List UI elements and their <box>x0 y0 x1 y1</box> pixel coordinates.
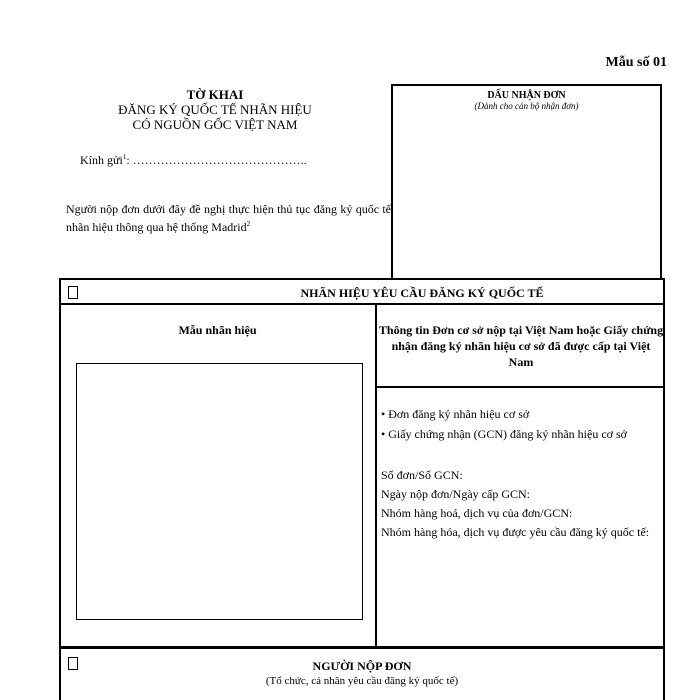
section-trademark-title: NHÃN HIỆU YÊU CẦU ĐĂNG KÝ QUỐC TẾ <box>300 286 544 300</box>
info-divider <box>375 386 665 388</box>
trademark-sample-title: Mẫu nhãn hiệu <box>178 323 257 337</box>
section-applicant-title: NGƯỜI NỘP ĐƠN <box>312 659 412 673</box>
base-application-fields <box>381 466 659 542</box>
field-goods-classes[interactable]: Nhóm hàng hoá, dịch vụ của đơn/GCN: <box>381 506 573 520</box>
intro-paragraph <box>66 202 391 235</box>
title-line-3: CÓ NGUỒN GỐC VIỆT NAM <box>132 117 298 132</box>
trademark-sample-box[interactable] <box>76 363 363 620</box>
base-application-title: Thông tin Đơn cơ sở nộp tại Việt Nam hoặc Giấy chứng nhận đăng ký nhãn hiệu cơ sở đã được cấp tại Việt Nam <box>378 323 664 369</box>
intro-text: Người nộp đơn dưới đây đề nghị thực hiện thủ tục đăng ký quốc tế nhãn hiệu thông qua hệ thống Madrid <box>66 202 391 234</box>
title-line-2: ĐĂNG KÝ QUỐC TẾ NHÃN HIỆU <box>118 102 312 117</box>
form-title <box>60 87 370 132</box>
receipt-stamp-box <box>391 84 662 279</box>
addressee-line <box>80 153 307 168</box>
form-number: Mẫu số 01 <box>605 55 667 70</box>
column-divider <box>375 303 377 648</box>
addressee-label: Kính gửi <box>80 153 123 167</box>
option-base-certificate[interactable]: • Giấy chứng nhận (GCN) đăng ký nhãn hiệu cơ sở <box>381 427 628 441</box>
title-line-1: TỜ KHAI <box>186 87 244 102</box>
stamp-title: DẤU NHẬN ĐƠN <box>487 90 566 101</box>
section-applicant <box>59 647 665 700</box>
stamp-note: (Dành cho cán bộ nhận đơn) <box>474 101 579 111</box>
field-filing-date[interactable]: Ngày nộp đơn/Ngày cấp GCN: <box>381 487 530 501</box>
field-application-number[interactable]: Số đơn/Số GCN: <box>381 468 463 482</box>
section-trademark-header <box>59 278 665 305</box>
option-base-application[interactable]: • Đơn đăng ký nhãn hiệu cơ sở <box>381 407 530 421</box>
section-applicant-subtitle: (Tổ chức, cá nhân yêu cầu đăng ký quốc tế) <box>265 675 459 687</box>
addressee-dots[interactable]: : …………………………………….. <box>126 153 307 167</box>
footnote-1: 1 <box>122 153 127 161</box>
field-requested-classes[interactable]: Nhóm hàng hóa, dịch vụ được yêu cầu đăng ký quốc tế: <box>381 525 650 539</box>
footnote-2: 2 <box>246 220 251 228</box>
